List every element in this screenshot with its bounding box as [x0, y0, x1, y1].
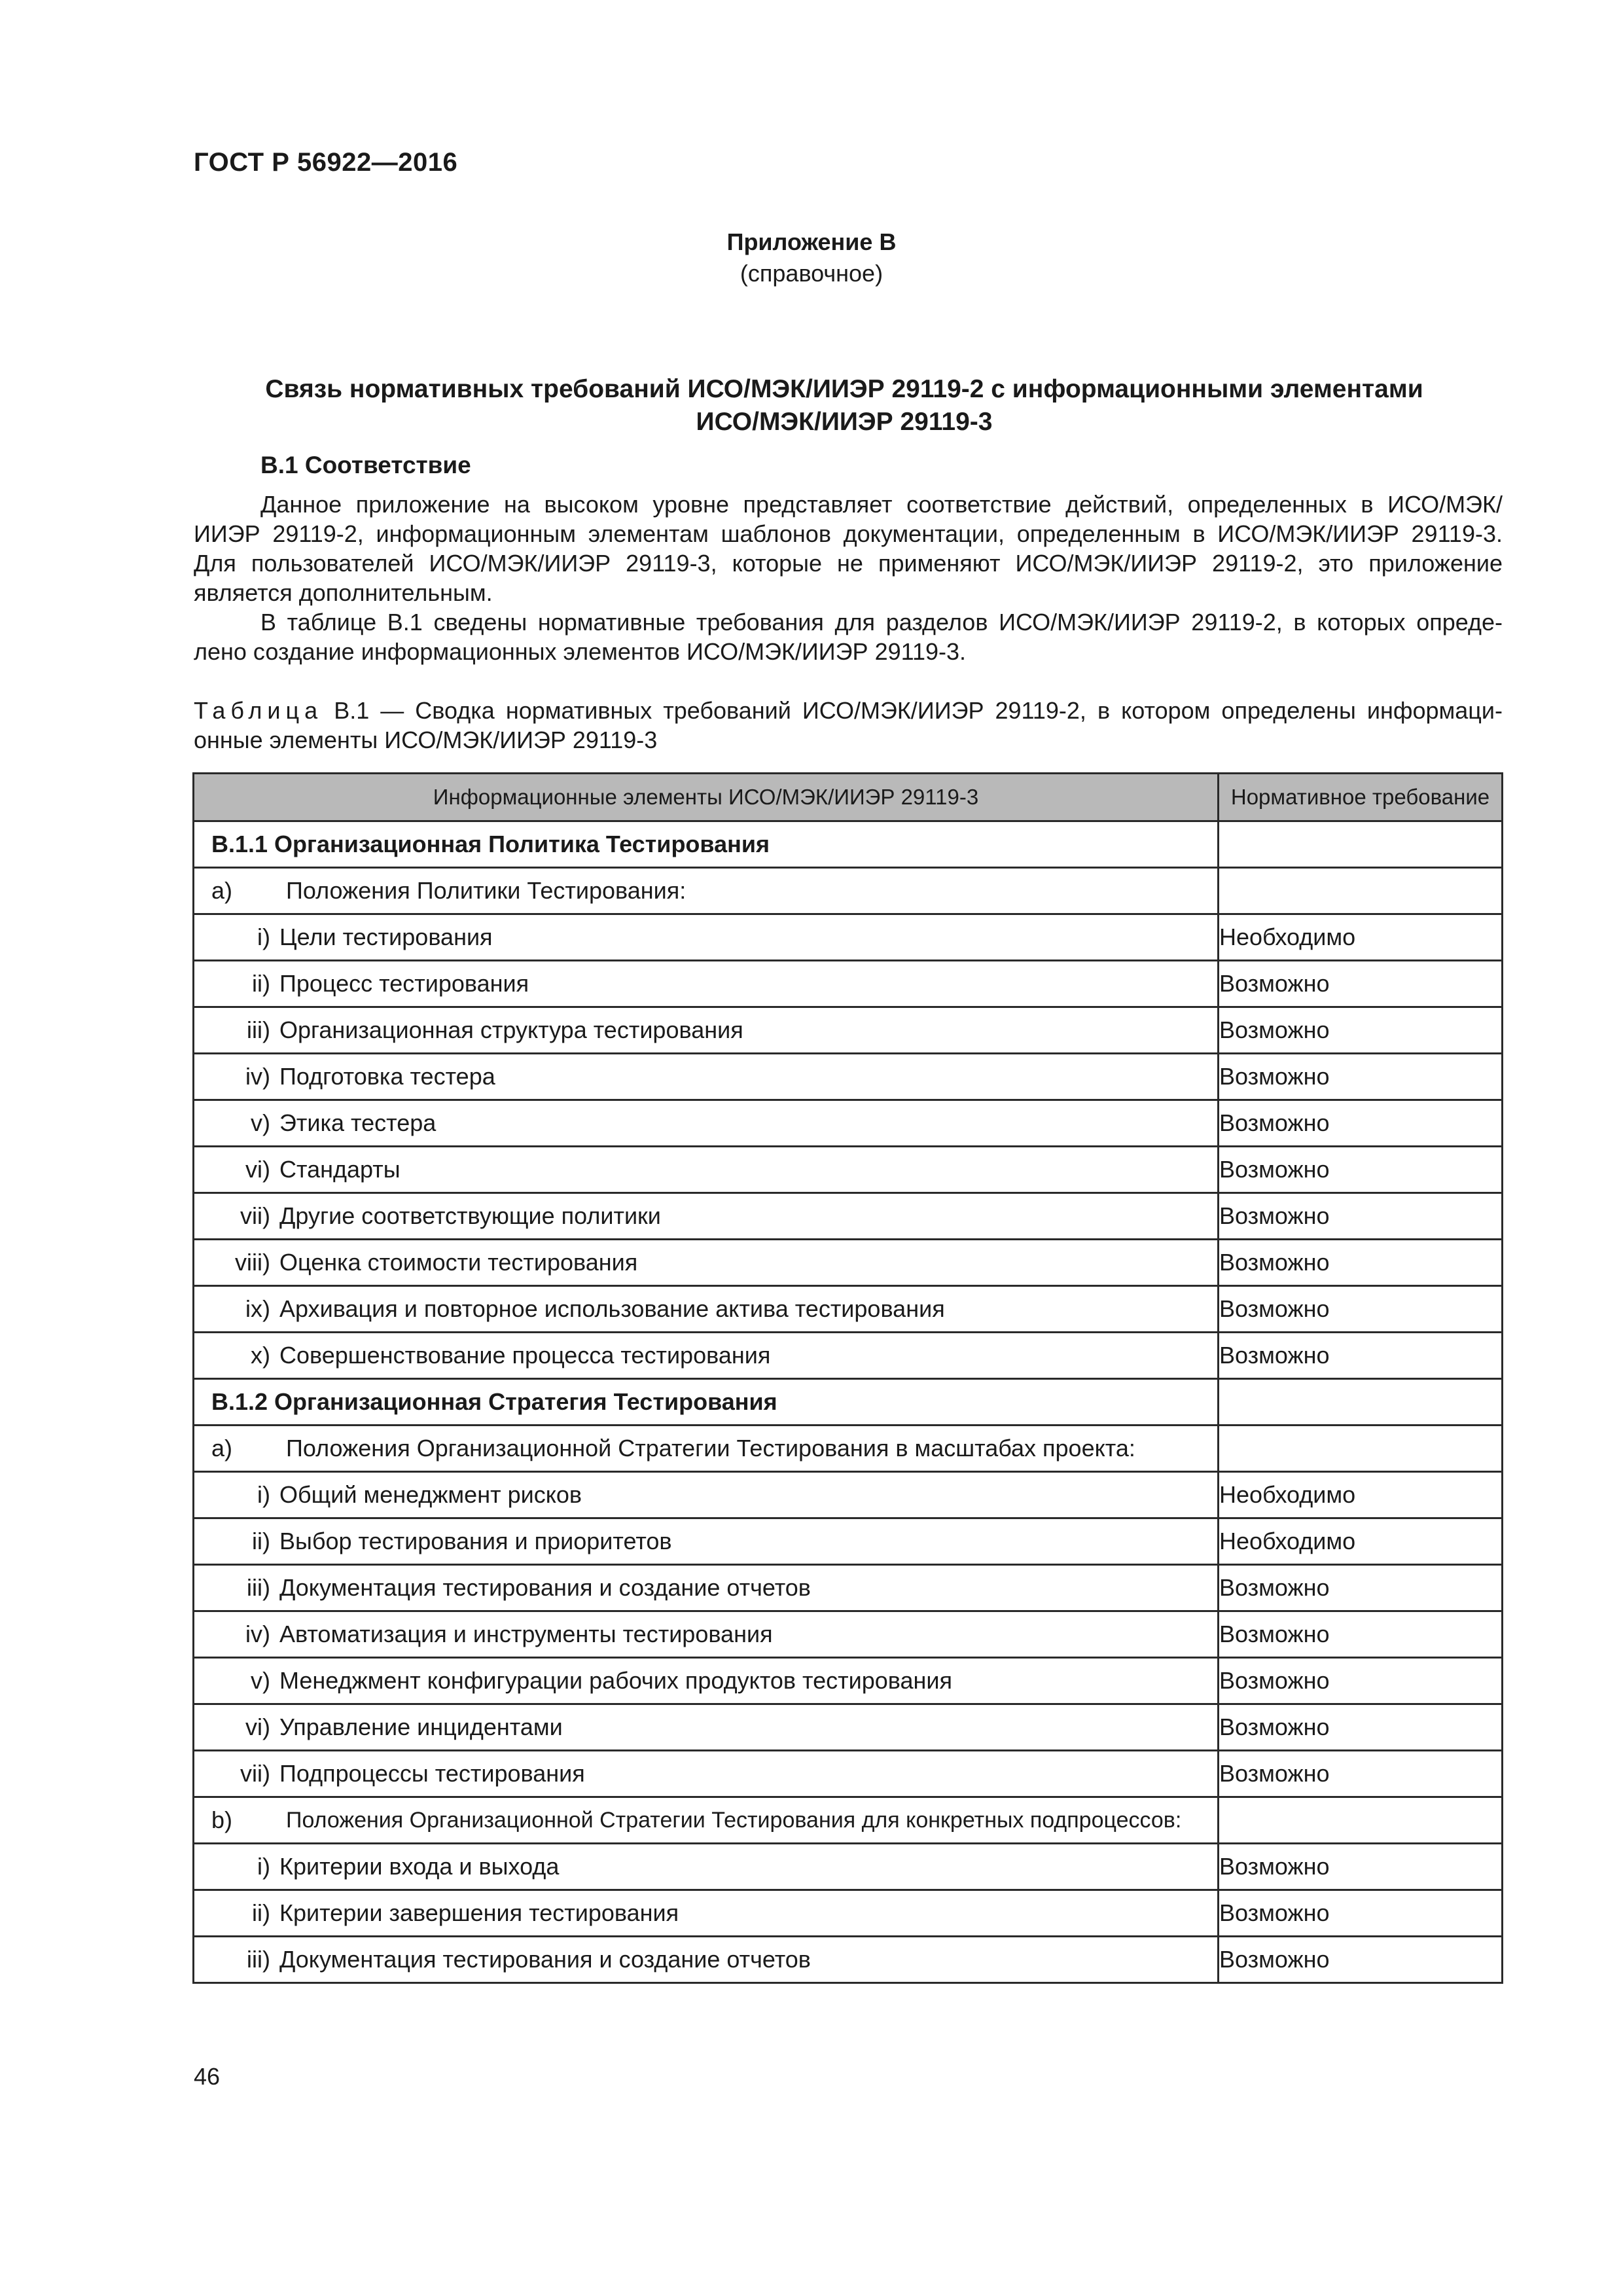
requirement-cell: Возможно: [1219, 1007, 1503, 1054]
table-section-row: [194, 1379, 1503, 1426]
column-header-requirement: Нормативное требование: [1219, 774, 1503, 821]
item-text: Архивация и повторное использование актива тестирования: [279, 1295, 945, 1322]
item-marker: iv): [245, 1621, 270, 1647]
info-element-cell: [194, 1240, 1219, 1286]
item-text: Другие соответствующие политики: [279, 1202, 661, 1229]
table-row: [194, 1751, 1503, 1797]
item-text: Стандарты: [279, 1156, 401, 1183]
section-title-line: Связь нормативных требований ИСО/МЭК/ИИЭР 29119-2 с информационными элементами: [265, 375, 1423, 403]
item-text: Менеджмент конфигурации рабочих продуктов тестирования: [279, 1667, 953, 1694]
requirement-cell: Необходимо: [1219, 1518, 1503, 1565]
requirement-cell: Возможно: [1219, 1286, 1503, 1333]
info-element-cell: [194, 1797, 1219, 1844]
section-title-line: ИСО/МЭК/ИИЭР 29119-3: [696, 408, 993, 436]
info-element-cell: [194, 1333, 1219, 1379]
item-marker: ii): [252, 1899, 270, 1926]
item-text: Организационная структура тестирования: [279, 1016, 743, 1043]
info-element-cell: [194, 1565, 1219, 1611]
item-marker: iv): [245, 1063, 270, 1090]
item-marker: vi): [245, 1713, 270, 1740]
requirement-cell: Возможно: [1219, 1240, 1503, 1286]
item-text: Подготовка тестера: [279, 1063, 495, 1090]
table-row: [194, 1100, 1503, 1147]
item-marker: vi): [245, 1156, 270, 1183]
item-text: Критерии завершения тестирования: [279, 1899, 679, 1926]
item-text: Критерии входа и выхода: [279, 1853, 560, 1880]
requirement-cell: [1219, 868, 1503, 914]
info-element-cell: [194, 1844, 1219, 1890]
document-code: ГОСТ Р 56922—2016: [194, 148, 458, 177]
table-caption-label: Таблица: [194, 697, 323, 724]
info-element-cell: [194, 1054, 1219, 1100]
table-row: [194, 1426, 1503, 1472]
item-text: Положения Политики Тестирования:: [286, 877, 687, 904]
paragraph-line: Для пользователей ИСО/МЭК/ИИЭР 29119-3, которые не применяют ИСО/МЭК/ИИЭР 29119-2, это приложение: [194, 550, 1503, 577]
info-element-cell: [194, 1147, 1219, 1193]
requirement-cell: Возможно: [1219, 1100, 1503, 1147]
item-marker: ii): [252, 1528, 270, 1554]
requirement-cell: Возможно: [1219, 1937, 1503, 1983]
info-element-cell: [194, 1890, 1219, 1937]
requirement-cell: [1219, 1797, 1503, 1844]
requirement-cell: [1219, 821, 1503, 868]
info-element-cell: [194, 1426, 1219, 1472]
item-text: Положения Организационной Стратегии Тестирования для конкретных подпроцессов:: [286, 1807, 1182, 1833]
item-marker: ii): [252, 970, 270, 997]
appendix-kind: (справочное): [740, 260, 883, 287]
info-element-cell: [194, 1100, 1219, 1147]
table-row: [194, 1704, 1503, 1751]
table-row: [194, 1937, 1503, 1983]
requirement-cell: Возможно: [1219, 1565, 1503, 1611]
table-row: [194, 1472, 1503, 1518]
item-marker: viii): [235, 1249, 270, 1276]
item-marker: iii): [247, 1016, 270, 1043]
info-element-cell: [194, 1704, 1219, 1751]
info-element-cell: В.1.2 Организационная Стратегия Тестирования: [194, 1379, 1219, 1426]
item-text: Документация тестирования и создание отчетов: [279, 1946, 811, 1973]
item-marker: iii): [247, 1574, 270, 1601]
info-element-cell: [194, 1937, 1219, 1983]
info-element-cell: [194, 1286, 1219, 1333]
requirement-cell: Возможно: [1219, 1704, 1503, 1751]
item-marker: vii): [240, 1760, 270, 1787]
table-row: [194, 1286, 1503, 1333]
table-row: [194, 914, 1503, 961]
paragraph-2: [194, 607, 1503, 666]
requirement-cell: [1219, 1379, 1503, 1426]
info-element-cell: [194, 1193, 1219, 1240]
table-header-row: [194, 774, 1503, 821]
item-marker: b): [211, 1806, 233, 1833]
item-text: Автоматизация и инструменты тестирования: [279, 1621, 773, 1647]
item-marker: ix): [245, 1295, 270, 1322]
item-text: Оценка стоимости тестирования: [279, 1249, 638, 1276]
requirement-cell: Возможно: [1219, 1147, 1503, 1193]
table-section-row: [194, 821, 1503, 868]
info-element-cell: В.1.1 Организационная Политика Тестирования: [194, 821, 1219, 868]
paragraph-line: лено создание информационных элементов ИСО/МЭК/ИИЭР 29119-3.: [194, 638, 967, 665]
item-text: Этика тестера: [279, 1109, 437, 1136]
info-element-cell: [194, 1518, 1219, 1565]
requirement-cell: Необходимо: [1219, 1472, 1503, 1518]
appendix-title: Приложение В: [726, 228, 897, 255]
info-element-cell: [194, 1007, 1219, 1054]
table-row: [194, 1007, 1503, 1054]
info-element-cell: [194, 1611, 1219, 1658]
requirement-cell: Возможно: [1219, 961, 1503, 1007]
requirements-table: [192, 772, 1503, 1984]
item-text: Совершенствование процесса тестирования: [279, 1342, 771, 1369]
info-element-cell: [194, 914, 1219, 961]
item-text: Процесс тестирования: [279, 970, 529, 997]
item-marker: x): [251, 1342, 270, 1369]
requirement-cell: Возможно: [1219, 1751, 1503, 1797]
table-caption-text: В.1 — Сводка нормативных требований ИСО/МЭК/ИИЭР 29119-2, в котором определены информаци-: [323, 697, 1503, 724]
requirement-cell: Возможно: [1219, 1844, 1503, 1890]
item-text: Цели тестирования: [279, 924, 493, 950]
item-marker: iii): [247, 1946, 270, 1973]
item-marker: v): [251, 1109, 270, 1136]
table-row: [194, 1518, 1503, 1565]
item-marker: a): [211, 877, 233, 904]
item-text: Положения Организационной Стратегии Тестирования в масштабах проекта:: [286, 1435, 1135, 1462]
table-row: [194, 1658, 1503, 1704]
requirement-cell: Возможно: [1219, 1890, 1503, 1937]
requirement-cell: Возможно: [1219, 1658, 1503, 1704]
requirement-cell: Возможно: [1219, 1054, 1503, 1100]
paragraph-line: ИИЭР 29119-2, информационным элементам шаблонов документации, определенным в ИСО/МЭК/ИИЭР 29119-3.: [194, 520, 1503, 547]
item-marker: i): [257, 924, 270, 950]
table-row: [194, 1147, 1503, 1193]
paragraph-1: [194, 490, 1503, 607]
table-row: [194, 1890, 1503, 1937]
table-caption-line: онные элементы ИСО/МЭК/ИИЭР 29119-3: [194, 726, 658, 753]
page-number: 46: [194, 2063, 221, 2090]
info-element-cell: [194, 961, 1219, 1007]
info-element-cell: [194, 1751, 1219, 1797]
item-marker: a): [211, 1435, 233, 1462]
table-row: [194, 1611, 1503, 1658]
table-row: [194, 868, 1503, 914]
table-row: [194, 1193, 1503, 1240]
requirement-cell: Возможно: [1219, 1193, 1503, 1240]
column-header-info-elements: Информационные элементы ИСО/МЭК/ИИЭР 29119-3: [194, 774, 1219, 821]
table-row: [194, 1797, 1503, 1844]
item-marker: vii): [240, 1202, 270, 1229]
item-text: Управление инцидентами: [279, 1713, 563, 1740]
item-text: Подпроцессы тестирования: [279, 1760, 585, 1787]
paragraph-line: В таблице В.1 сведены нормативные требования для разделов ИСО/МЭК/ИИЭР 29119-2, в которых опреде-: [260, 609, 1503, 636]
table-row: [194, 1240, 1503, 1286]
paragraph-line: Данное приложение на высоком уровне представляет соответствие действий, определенных в ИСО/МЭК/: [260, 491, 1503, 518]
requirement-cell: Возможно: [1219, 1611, 1503, 1658]
item-marker: v): [251, 1667, 270, 1694]
section-title: [170, 373, 1518, 439]
table-body: [194, 821, 1503, 1983]
info-element-cell: [194, 1658, 1219, 1704]
requirement-cell: Необходимо: [1219, 914, 1503, 961]
table-row: [194, 961, 1503, 1007]
subheading: В.1 Соответствие: [260, 452, 471, 478]
item-marker: i): [257, 1853, 270, 1880]
table-caption-line: [194, 696, 1503, 725]
table-row: [194, 1333, 1503, 1379]
paragraph-line: является дополнительным.: [194, 579, 493, 606]
info-element-cell: [194, 1472, 1219, 1518]
item-text: Общий менеджмент рисков: [279, 1481, 582, 1508]
item-text: Документация тестирования и создание отчетов: [279, 1574, 811, 1601]
requirement-cell: Возможно: [1219, 1333, 1503, 1379]
requirement-cell: [1219, 1426, 1503, 1472]
item-marker: i): [257, 1481, 270, 1508]
table-row: [194, 1565, 1503, 1611]
table-row: [194, 1844, 1503, 1890]
table-caption: [194, 696, 1503, 755]
table-row: [194, 1054, 1503, 1100]
item-text: Выбор тестирования и приоритетов: [279, 1528, 672, 1554]
info-element-cell: [194, 868, 1219, 914]
